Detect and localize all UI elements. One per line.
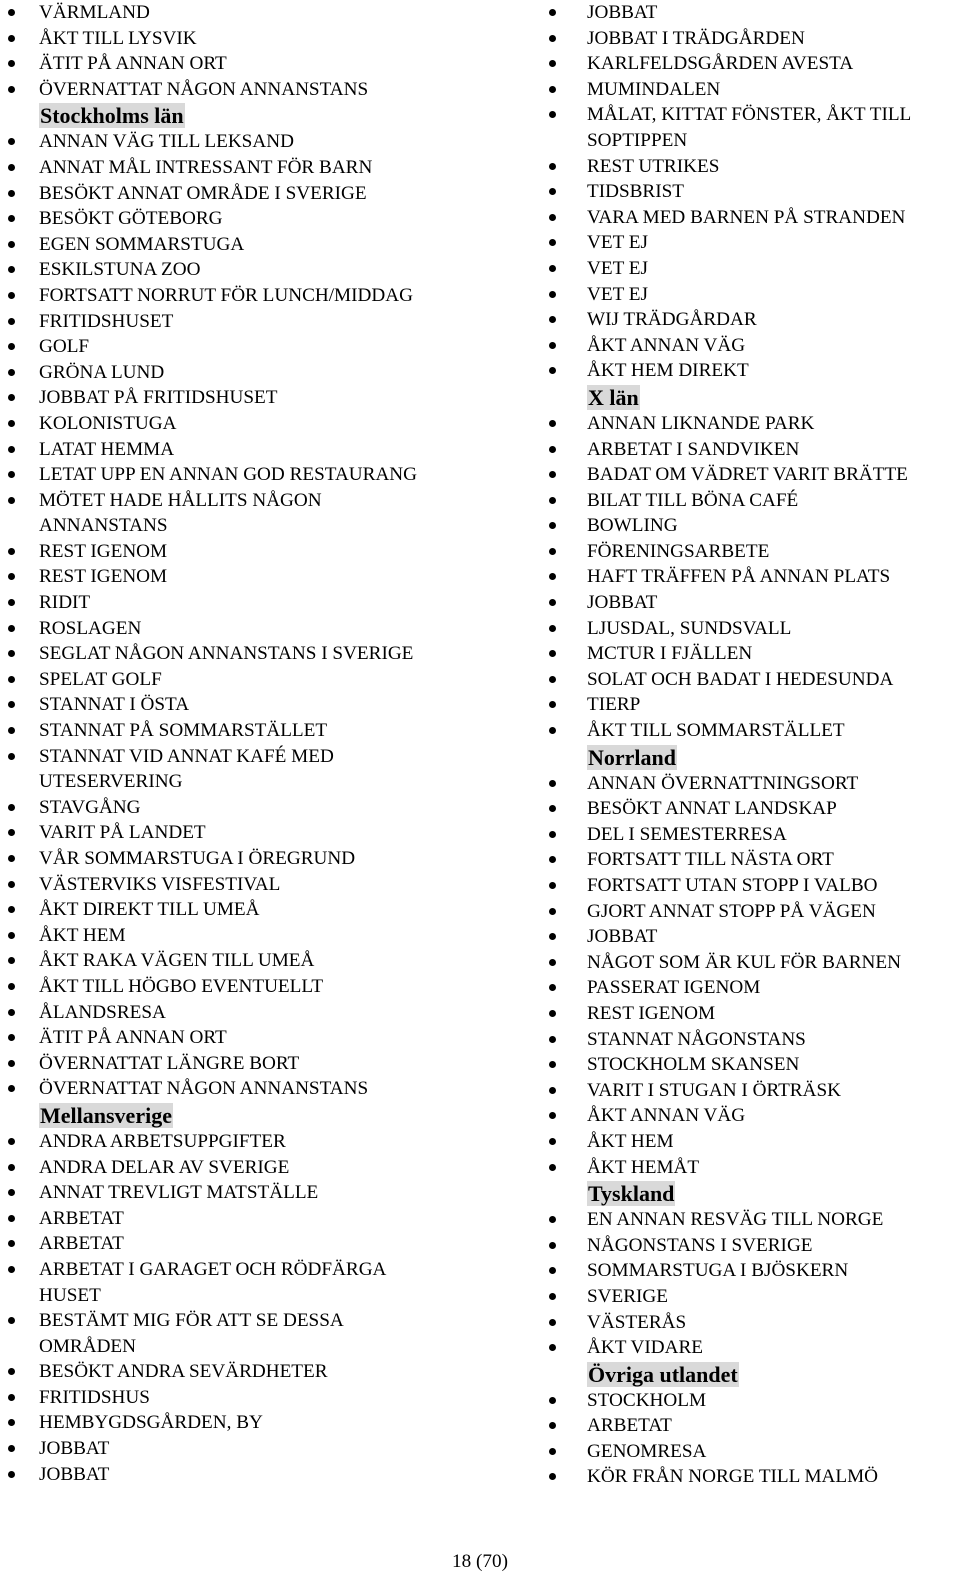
page-number: 18 (70) [452,1551,508,1572]
list-item: BESTÄMT MIG FÖR ATT SE DESSA [0,1308,545,1334]
section-heading-text: Norrland [588,744,676,770]
section-heading [548,1180,960,1207]
list-item: ÅKT HEMÅT [548,1155,960,1181]
list-item: ÅKT VIDARE [548,1335,960,1361]
list-item: FRITIDSHUSET [0,309,545,335]
list-item: JOBBAT [548,0,960,26]
section-heading-text: Tyskland [588,1181,675,1207]
list-item: VÄSTERVIKS VISFESTIVAL [0,872,545,898]
list-item: ÅKT RAKA VÄGEN TILL UMEÅ [0,948,545,974]
list-item: ARBETAT [0,1206,545,1232]
list-item: RIDIT [0,590,545,616]
list-item: SOLAT OCH BADAT I HEDESUNDA [548,667,960,693]
list-item: ARBETAT [0,1231,545,1257]
list-item: ANNAT TREVLIGT MATSTÄLLE [0,1180,545,1206]
section-heading-text: Övriga utlandet [588,1361,738,1387]
list-item: GOLF [0,334,545,360]
list-item: HAFT TRÄFFEN PÅ ANNAN PLATS [548,564,960,590]
list-item: BILAT TILL BÖNA CAFÉ [548,488,960,514]
list-item: ANNAN LIKNANDE PARK [548,411,960,437]
list-item: JOBBAT I TRÄDGÅRDEN [548,26,960,52]
list-item: VET EJ [548,282,960,308]
right-column [548,0,960,1490]
list-item: FORTSATT TILL NÄSTA ORT [548,847,960,873]
list-item: DEL I SEMESTERRESA [548,822,960,848]
list-item: ROSLAGEN [0,616,545,642]
list-item: TIERP [548,692,960,718]
list-item: ÅKT TILL LYSVIK [0,26,545,52]
list-item: NÅGOT SOM ÄR KUL FÖR BARNEN [548,950,960,976]
list-item: BESÖKT GÖTEBORG [0,206,545,232]
list-item: ÖVERNATTAT NÅGON ANNANSTANS [0,1076,545,1102]
list-item: WIJ TRÄDGÅRDAR [548,307,960,333]
list-item: REST IGENOM [0,539,545,565]
list-item: LATAT HEMMA [0,437,545,463]
list-item: ÅKT ANNAN VÄG [548,333,960,359]
list-item: BOWLING [548,513,960,539]
list-item: VÄRMLAND [0,0,545,26]
list-item: ÅKT HEM DIREKT [548,358,960,384]
list-item: VET EJ [548,230,960,256]
list-item-continuation: ANNANSTANS [39,515,168,537]
list-item-continuation: UTESERVERING [39,771,183,793]
list-item: ARBETAT I SANDVIKEN [548,437,960,463]
list-item: ARBETAT [548,1413,960,1439]
list-item: REST UTRIKES [548,154,960,180]
list-item: STANNAT PÅ SOMMARSTÄLLET [0,718,545,744]
list-item: GJORT ANNAT STOPP PÅ VÄGEN [548,899,960,925]
list-item: VET EJ [548,256,960,282]
list-item: MUMINDALEN [548,77,960,103]
list-item-continuation: SOPTIPPEN [587,129,688,151]
list-item: EN ANNAN RESVÄG TILL NORGE [548,1207,960,1233]
list-item: ANDRA DELAR AV SVERIGE [0,1155,545,1181]
section-heading-text: Stockholms län [40,103,184,129]
list-item: VÄSTERÅS [548,1310,960,1336]
list-item: VÅR SOMMARSTUGA I ÖREGRUND [0,846,545,872]
list-item: ÖVERNATTAT LÄNGRE BORT [0,1051,545,1077]
list-item: VARA MED BARNEN PÅ STRANDEN [548,205,960,231]
list-item: GRÖNA LUND [0,360,545,386]
list-item: STANNAT NÅGONSTANS [548,1027,960,1053]
list-item: SEGLAT NÅGON ANNANSTANS I SVERIGE [0,641,545,667]
list-item: ÅKT ANNAN VÄG [548,1103,960,1129]
list-item: JOBBAT PÅ FRITIDSHUSET [0,385,545,411]
list-item: SVERIGE [548,1284,960,1310]
list-item: ÄTIT PÅ ANNAN ORT [0,1025,545,1051]
list-item: STAVGÅNG [0,795,545,821]
list-item: ARBETAT I GARAGET OCH RÖDFÄRGA [0,1257,545,1283]
list-item: ÖVERNATTAT NÅGON ANNANSTANS [0,77,545,103]
section-heading [0,102,545,129]
list-item: HEMBYGDSGÅRDEN, BY [0,1410,545,1436]
list-item: JOBBAT [548,924,960,950]
list-item: TIDSBRIST [548,179,960,205]
list-item: KOLONISTUGA [0,411,545,437]
section-heading [548,744,960,771]
list-item: ESKILSTUNA ZOO [0,257,545,283]
list-item: FORTSATT UTAN STOPP I VALBO [548,873,960,899]
section-heading [0,1102,545,1129]
list-item: ANNAN VÄG TILL LEKSAND [0,129,545,155]
list-item: GENOMRESA [548,1439,960,1465]
list-item: FRITIDSHUS [0,1385,545,1411]
list-item: STANNAT VID ANNAT KAFÉ MED [0,744,545,770]
list-item-continuation: HUSET [39,1284,101,1306]
list-item: VARIT PÅ LANDET [0,820,545,846]
list-item: REST IGENOM [548,1001,960,1027]
list-item: BADAT OM VÄDRET VARIT BRÄTTE [548,462,960,488]
list-item: FORTSATT NORRUT FÖR LUNCH/MIDDAG [0,283,545,309]
list-item: FÖRENINGSARBETE [548,539,960,565]
list-item: ÅKT HEM [548,1129,960,1155]
list-item: STANNAT I ÖSTA [0,692,545,718]
section-heading-text: Mellansverige [40,1102,172,1128]
list-item: KÖR FRÅN NORGE TILL MALMÖ [548,1464,960,1490]
section-heading [548,384,960,411]
list-item: LETAT UPP EN ANNAN GOD RESTAURANG [0,462,545,488]
list-item: SPELAT GOLF [0,667,545,693]
list-item: EGEN SOMMARSTUGA [0,232,545,258]
list-item: ÄTIT PÅ ANNAN ORT [0,51,545,77]
list-item: ÅKT TILL SOMMARSTÄLLET [548,718,960,744]
list-item: ANDRA ARBETSUPPGIFTER [0,1129,545,1155]
list-item: STOCKHOLM [548,1388,960,1414]
list-item: LJUSDAL, SUNDSVALL [548,616,960,642]
list-item: ÅLANDSRESA [0,1000,545,1026]
list-item: ÅKT TILL HÖGBO EVENTUELLT [0,974,545,1000]
list-item: MCTUR I FJÄLLEN [548,641,960,667]
list-item: VARIT I STUGAN I ÖRTRÄSK [548,1078,960,1104]
list-item: REST IGENOM [0,564,545,590]
list-item: JOBBAT [0,1436,545,1462]
list-item: JOBBAT [548,590,960,616]
list-item: SOMMARSTUGA I BJÖSKERN [548,1258,960,1284]
list-item: BESÖKT ANDRA SEVÄRDHETER [0,1359,545,1385]
list-item: NÅGONSTANS I SVERIGE [548,1233,960,1259]
list-item: ANNAN ÖVERNATTNINGSORT [548,771,960,797]
section-heading [548,1361,960,1388]
list-item: KARLFELDSGÅRDEN AVESTA [548,51,960,77]
list-item: MÖTET HADE HÅLLITS NÅGON [0,488,545,514]
list-item: STOCKHOLM SKANSEN [548,1052,960,1078]
list-item: BESÖKT ANNAT OMRÅDE I SVERIGE [0,181,545,207]
list-item: BESÖKT ANNAT LANDSKAP [548,796,960,822]
list-item: ÅKT DIREKT TILL UMEÅ [0,897,545,923]
section-heading-text: X län [588,384,639,410]
list-item-continuation: OMRÅDEN [39,1335,137,1357]
list-item: MÅLAT, KITTAT FÖNSTER, ÅKT TILL [548,102,960,128]
list-item: PASSERAT IGENOM [548,975,960,1001]
list-item: ANNAT MÅL INTRESSANT FÖR BARN [0,155,545,181]
list-item: JOBBAT [0,1462,545,1488]
list-item: ÅKT HEM [0,923,545,949]
